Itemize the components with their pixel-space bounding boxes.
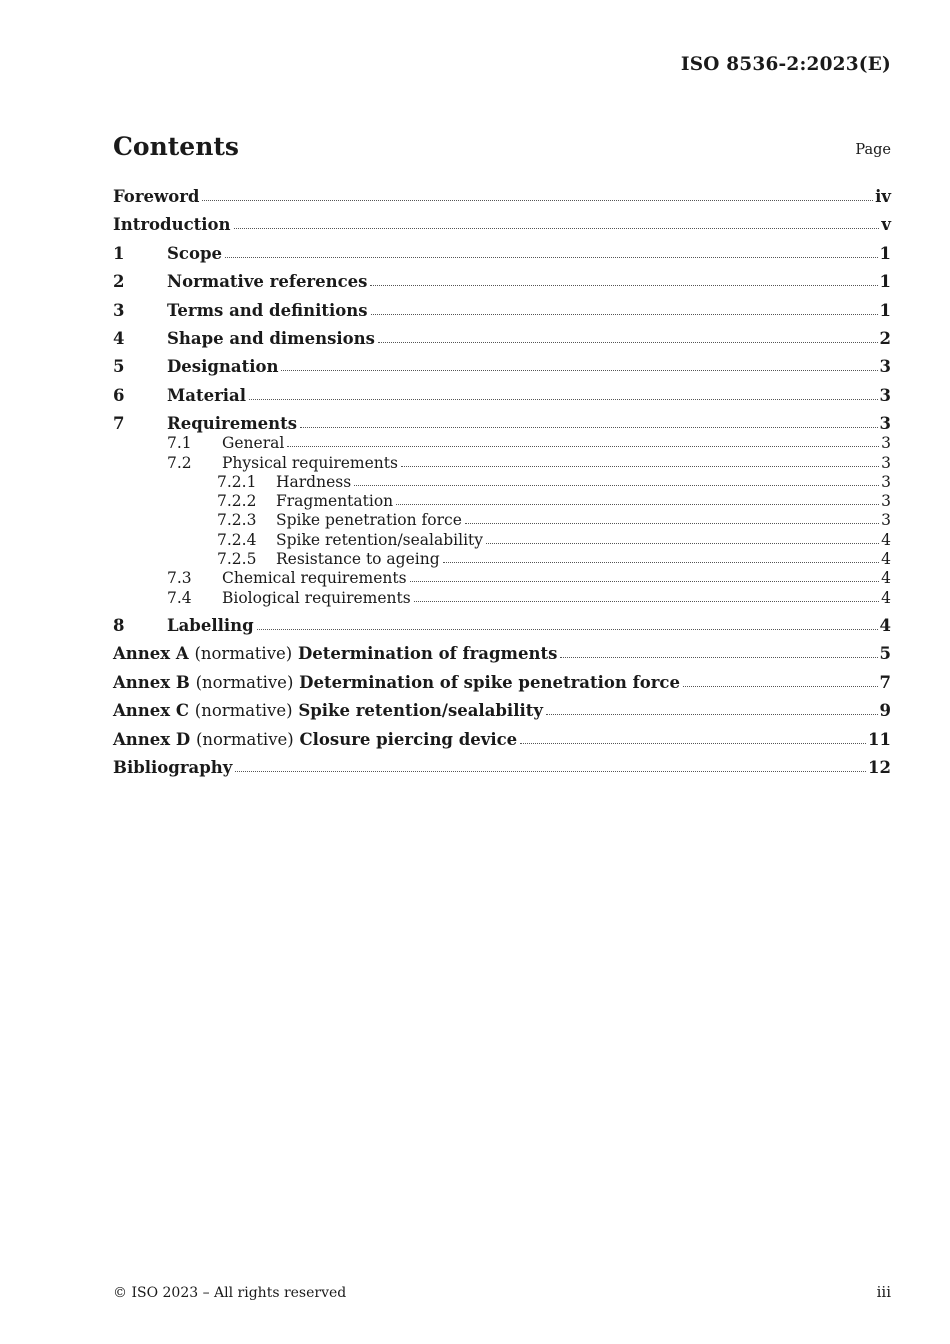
toc-entry-number: 7.1 <box>167 434 192 452</box>
annex-label: Annex C <box>113 701 190 720</box>
toc-entry-title: Physical requirements <box>222 454 398 472</box>
footer-page-number: iii <box>876 1283 891 1301</box>
toc-entry-page: 1 <box>879 301 891 320</box>
dot-leader <box>371 314 878 315</box>
dot-leader <box>257 629 878 630</box>
dot-leader <box>225 257 878 258</box>
toc-entry[interactable] <box>113 529 891 549</box>
dot-leader <box>414 601 879 602</box>
dot-leader <box>287 446 879 447</box>
toc-entry[interactable] <box>113 413 891 433</box>
toc-entry[interactable] <box>113 471 891 491</box>
dot-leader <box>234 228 880 229</box>
dot-leader <box>396 504 879 505</box>
dot-leader <box>249 399 878 400</box>
toc-entry-number: 6 <box>113 386 125 405</box>
toc-entry-title: Spike penetration force <box>276 511 462 529</box>
toc-entry-number: 7 <box>113 414 125 433</box>
toc-entry-page: 1 <box>879 244 891 263</box>
dot-leader <box>410 581 880 582</box>
toc-entry-number: 8 <box>113 616 125 635</box>
toc-entry-page: 3 <box>881 434 891 452</box>
annex-kind: (normative) <box>195 673 294 692</box>
toc-entry-number: 5 <box>113 357 125 376</box>
toc-entry-title: Shape and dimensions <box>167 329 375 348</box>
toc-entry-title: Requirements <box>167 414 298 433</box>
toc-entry[interactable] <box>113 729 891 749</box>
toc-entry-page: 4 <box>881 550 891 568</box>
dot-leader <box>378 342 878 343</box>
dot-leader <box>683 686 878 687</box>
annex-title: Closure piercing device <box>299 730 518 749</box>
toc-entry[interactable] <box>113 243 891 263</box>
toc-entry-number: 7.3 <box>167 569 192 587</box>
toc-entry-page: 5 <box>879 644 891 663</box>
contents-title: Contents <box>113 132 240 161</box>
toc-entry-title: Normative references <box>167 272 368 291</box>
toc-entry-page: 4 <box>881 531 891 549</box>
dot-leader <box>354 485 879 486</box>
toc-entry-page: 12 <box>868 758 891 777</box>
toc-entry-page: 3 <box>879 357 891 376</box>
toc-entry[interactable] <box>113 356 891 376</box>
annex-label: Annex A <box>113 644 189 663</box>
toc-entry-title: Hardness <box>276 473 352 491</box>
toc-entry-number: 7.2.4 <box>217 531 257 549</box>
dot-leader <box>202 200 873 201</box>
toc-entry-page: 2 <box>879 329 891 348</box>
toc-entry[interactable] <box>113 432 891 452</box>
document-identifier: ISO 8536-2:2023(E) <box>680 54 891 75</box>
dot-leader <box>281 370 877 371</box>
toc-entry[interactable] <box>113 757 891 777</box>
toc-entry-title: Fragmentation <box>276 492 394 510</box>
dot-leader <box>235 771 866 772</box>
toc-entry-title: Introduction <box>113 215 231 234</box>
dot-leader <box>300 427 877 428</box>
toc-entry-title <box>113 730 518 749</box>
toc-entry-title: Scope <box>167 244 223 263</box>
toc-entry-page: 4 <box>881 569 891 587</box>
page-column-label: Page <box>855 142 891 158</box>
toc-entry[interactable] <box>113 509 891 529</box>
toc-entry-number: 7.2 <box>167 454 192 472</box>
toc-entry[interactable] <box>113 271 891 291</box>
toc-entry-number: 7.4 <box>167 589 192 607</box>
toc-entry-number: 7.2.1 <box>217 473 257 491</box>
toc-entry[interactable] <box>113 328 891 348</box>
toc-entry-title: Labelling <box>167 616 254 635</box>
toc-entry-number: 1 <box>113 244 125 263</box>
dot-leader <box>486 543 879 544</box>
annex-kind: (normative) <box>195 730 294 749</box>
dot-leader <box>520 743 866 744</box>
dot-leader <box>546 714 878 715</box>
toc-entry-number: 4 <box>113 329 125 348</box>
toc-entry[interactable] <box>113 452 891 472</box>
annex-label: Annex D <box>113 730 191 749</box>
toc-entry[interactable] <box>113 300 891 320</box>
toc-entry[interactable] <box>113 490 891 510</box>
toc-entry[interactable] <box>113 186 891 206</box>
toc-entry[interactable] <box>113 672 891 692</box>
toc-entry-page: 7 <box>879 673 891 692</box>
dot-leader <box>465 523 879 524</box>
toc-entry-title: Foreword <box>113 187 200 206</box>
footer-copyright: © ISO 2023 – All rights reserved <box>113 1285 347 1301</box>
toc-entry-page: 3 <box>881 511 891 529</box>
toc-entry[interactable] <box>113 700 891 720</box>
toc-entry-page: iv <box>875 187 891 206</box>
toc-entry-title: Designation <box>167 357 279 376</box>
toc-entry-title: General <box>222 434 285 452</box>
toc-entry-page: 4 <box>881 589 891 607</box>
dot-leader <box>560 657 877 658</box>
toc-entry-title <box>113 701 544 720</box>
toc-entry-page: 4 <box>879 616 891 635</box>
toc-entry-page: 3 <box>881 473 891 491</box>
annex-label: Annex B <box>113 673 190 692</box>
toc-entry-number: 3 <box>113 301 125 320</box>
toc-entry-page: v <box>881 215 891 234</box>
toc-entry-page: 3 <box>881 492 891 510</box>
toc-entry-page: 3 <box>879 414 891 433</box>
toc-entry-title: Terms and definitions <box>167 301 368 320</box>
toc-entry[interactable] <box>113 548 891 568</box>
dot-leader <box>401 466 879 467</box>
toc-entry-title <box>113 673 681 692</box>
toc-entry[interactable] <box>113 587 891 607</box>
toc-entry-title: Chemical requirements <box>222 569 407 587</box>
toc-entry-title: Resistance to ageing <box>276 550 440 568</box>
dot-leader <box>370 285 877 286</box>
dot-leader <box>443 562 879 563</box>
toc-entry[interactable] <box>113 385 891 405</box>
toc-entry-title: Spike retention/sealability <box>276 531 484 549</box>
toc-entry-page: 1 <box>879 272 891 291</box>
annex-kind: (normative) <box>194 701 293 720</box>
toc-entry-title: Bibliography <box>113 758 233 777</box>
toc-entry[interactable] <box>113 615 891 635</box>
toc-entry-page: 3 <box>879 386 891 405</box>
annex-title: Spike retention/sealability <box>298 701 543 720</box>
toc-entry-page: 9 <box>879 701 891 720</box>
toc-entry-page: 3 <box>881 454 891 472</box>
toc-entry-number: 7.2.3 <box>217 511 257 529</box>
toc-entry[interactable] <box>113 214 891 234</box>
toc-entry-page: 11 <box>868 730 891 749</box>
toc-entry-title: Biological requirements <box>222 589 411 607</box>
toc-entry-number: 7.2.5 <box>217 550 257 568</box>
toc-entry-number: 7.2.2 <box>217 492 257 510</box>
annex-kind: (normative) <box>194 644 293 663</box>
toc-entry[interactable] <box>113 567 891 587</box>
toc-entry[interactable] <box>113 643 891 663</box>
annex-title: Determination of fragments <box>298 644 558 663</box>
toc-entry-title: Material <box>167 386 246 405</box>
toc-entry-number: 2 <box>113 272 125 291</box>
annex-title: Determination of spike penetration force <box>299 673 680 692</box>
toc-entry-title <box>113 644 558 663</box>
